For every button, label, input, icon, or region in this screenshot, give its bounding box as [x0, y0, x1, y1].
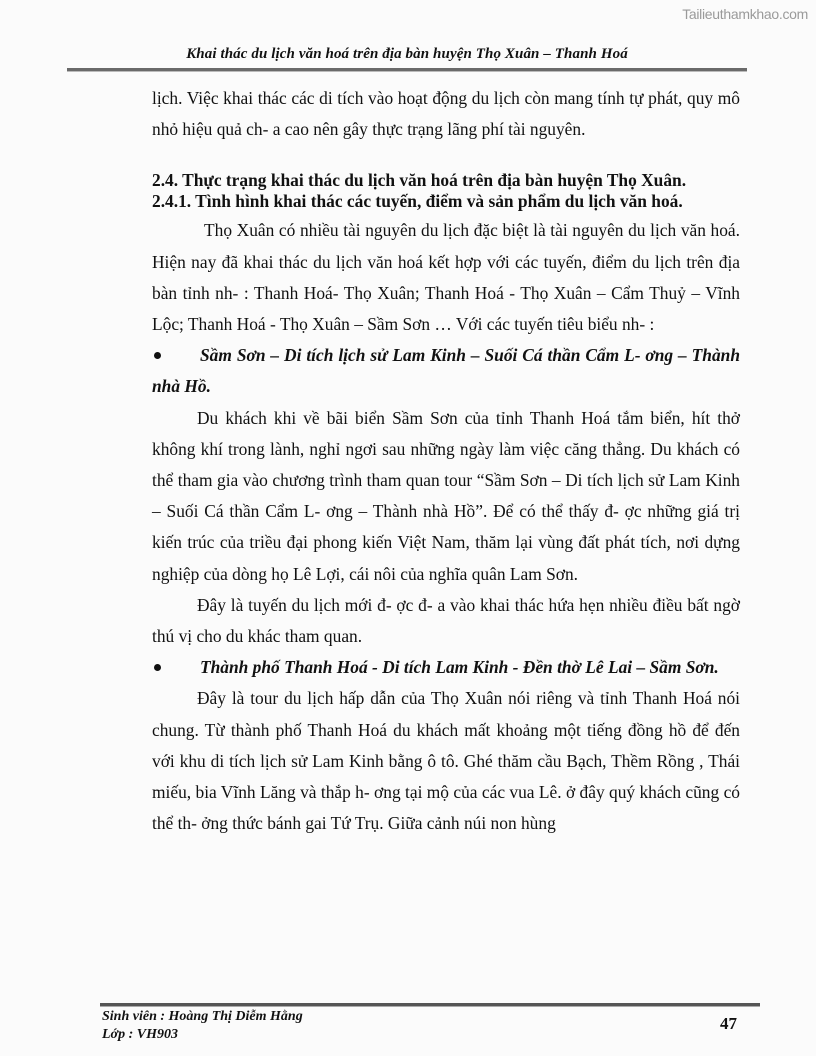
section-heading-2-4: 2.4. Thực trạng khai thác du lịch văn hoá trên địa bàn huyện Thọ Xuân.	[152, 170, 687, 191]
bullet-icon	[154, 352, 161, 359]
paragraph: Đây là tuyến du lịch mới đ- ợc đ- a vào khai thác hứa hẹn nhiều điều bất ngờ thú vị cho du khác tham quan.	[152, 594, 740, 647]
bullet-icon	[154, 664, 161, 671]
bullet-item-route-2	[152, 652, 740, 683]
page-content	[152, 83, 740, 839]
paragraph: Đây là tour du lịch hấp dẫn của Thọ Xuân nói riêng và tỉnh Thanh Hoá nói chung. Từ thành phố Thanh Hoá du khách mất khoảng một tiếng đồng hồ để đến với khu di tích lịch sử Lam Kinh bằng ô tô. Ghé thăm cầu Bạch, Thềm Rồng , Thái miếu, bia Vĩnh Lăng và thắp h- ơng tại mộ của các vua Lê. ở đây quý khách cũng có thể th- ởng thức bánh gai Tứ Trụ. Giữa cảnh núi non hùng	[152, 688, 740, 834]
section-heading-2-4-1: 2.4.1. Tình hình khai thác các tuyến, điểm và sản phẩm du lịch văn hoá.	[152, 191, 683, 212]
page-number: 47	[720, 1014, 737, 1033]
bullet-text: Sầm Sơn – Di tích lịch sử Lam Kinh – Suối Cá thần Cẩm L- ơng – Thành nhà Hồ.	[152, 345, 740, 397]
bullet-text: Thành phố Thanh Hoá - Di tích Lam Kinh - Đền thờ Lê Lai – Sầm Sơn.	[200, 657, 719, 678]
bullet-item-route-1	[152, 340, 740, 402]
running-header: Khai thác du lịch văn hoá trên địa bàn huyện Thọ Xuân – Thanh Hoá	[186, 46, 628, 62]
watermark: Tailieuthamkhao.com	[682, 6, 808, 22]
paragraph: Du khách khi về bãi biển Sầm Sơn của tỉnh Thanh Hoá tắm biển, hít thở không khí trong lành, nghỉ ngơi sau những ngày làm việc căng thẳng. Du khách có thể tham gia vào chương trình tham quan tour “Sầm Sơn – Di tích lịch sử Lam Kinh – Suối Cá thần Cẩm L- ơng – Thành nhà Hồ”. Để có thể thấy đ- ợc những giá trị kiến trúc của triều đại phong kiến Việt Nam, thăm lại vùng đất phát tích, nơi dựng nghiệp của dòng họ Lê Lợi, cái nôi của nghĩa quân Lam Sơn.	[152, 407, 740, 584]
paragraph-continuation: lịch. Việc khai thác các di tích vào hoạt động du lịch còn mang tính tự phát, quy mô nhỏ hiệu quả ch- a cao nên gây thực trạng lãng phí tài nguyên.	[152, 88, 740, 140]
paragraph-intro: Thọ Xuân có nhiều tài nguyên du lịch đặc biệt là tài nguyên du lịch văn hoá. Hiện nay đã khai thác du lịch văn hoá kết hợp với các tuyến, điểm du lịch trên địa bàn tỉnh nh- : Thanh Hoá- Thọ Xuân; Thanh Hoá - Thọ Xuân – Cẩm Thuỷ – Vĩnh Lộc; Thanh Hoá - Thọ Xuân – Sầm Sơn … Với các tuyến tiêu biểu nh- :	[152, 220, 740, 335]
footer-class: Lớp : VH903	[102, 1027, 178, 1042]
footer-author	[102, 1008, 303, 1044]
header-rule	[67, 68, 747, 72]
footer-student: Sinh viên : Hoàng Thị Diễm Hằng	[102, 1009, 303, 1024]
footer-rule	[100, 1003, 760, 1007]
